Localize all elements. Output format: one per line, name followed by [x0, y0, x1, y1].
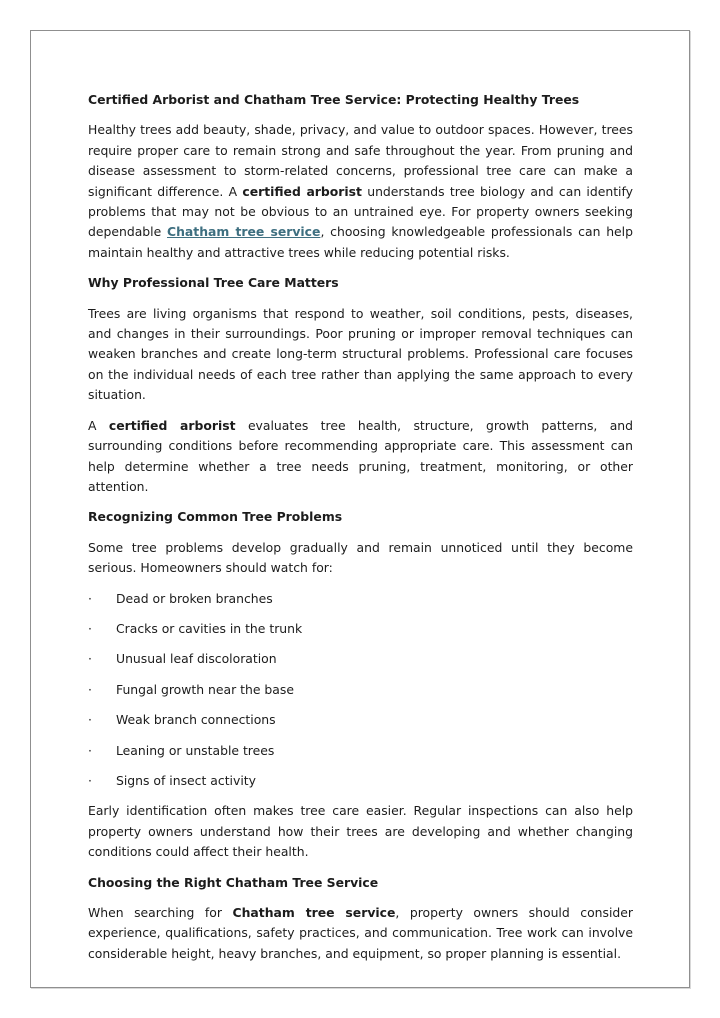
list-item	[88, 710, 633, 730]
intro-text-1: Healthy trees add beauty, shade, privacy, and value to outdoor spaces. However, trees require proper care to remain strong and safe throughout the year. From pruning and disease assessment to storm-related concerns, professional tree care can make a significant difference. A	[88, 122, 633, 199]
bullet-mark: ·	[88, 772, 92, 788]
list-item	[88, 741, 633, 761]
document-title: Certified Arborist and Chatham Tree Service: Protecting Healthy Trees	[88, 92, 580, 107]
list-item	[88, 619, 633, 639]
why-bold-term: certified arborist	[108, 417, 236, 433]
list-item	[88, 649, 633, 669]
document-page	[30, 30, 690, 988]
document-content	[88, 88, 633, 964]
section-heading-problems: Recognizing Common Tree Problems	[88, 509, 343, 525]
list-item-text: Fungal growth near the base	[116, 681, 294, 697]
list-item-text: Weak branch connections	[116, 712, 276, 728]
why-paragraph-1: Trees are living organisms that respond to weather, soil conditions, pests, diseases, and changes in their surroundings. Poor pruning or improper removal techniques can weaken branches and create long-term structural problems. Professional care focuses on the individual needs of each tree rather than applying the same approach to every situation.	[88, 305, 633, 403]
choosing-text-b: , property owners should consider experience, qualifications, safety practices, and communication. Tree work can involve considerable height, heavy branches, and equipment, so proper planning is essential.	[88, 905, 633, 961]
bullet-mark: ·	[88, 620, 92, 636]
bullet-mark: ·	[88, 590, 92, 606]
bullet-mark: ·	[88, 712, 92, 728]
section-heading-choosing: Choosing the Right Chatham Tree Service	[88, 874, 379, 890]
problems-paragraph-1: Some tree problems develop gradually and remain unnoticed until they become serious. Homeowners should watch for:	[88, 539, 633, 576]
intro-text-3: , choosing knowledgeable professionals can help maintain healthy and attractive trees while reducing potential risks.	[88, 224, 633, 260]
choosing-text-a: When searching for	[88, 905, 222, 920]
intro-paragraph	[88, 120, 633, 263]
why-paragraph-2	[88, 416, 633, 498]
list-item	[88, 589, 633, 609]
chatham-tree-service-link[interactable]: Chatham tree service	[167, 224, 321, 240]
list-item-text: Cracks or cavities in the trunk	[116, 620, 303, 636]
choosing-paragraph	[88, 903, 633, 964]
choosing-bold-term: Chatham tree service	[232, 905, 396, 920]
list-item-text: Dead or broken branches	[116, 590, 273, 606]
list-item-text: Leaning or unstable trees	[116, 742, 275, 758]
problems-paragraph-2: Early identification often makes tree care easier. Regular inspections can also help property owners understand how their trees are developing and whether changing conditions could affect their health.	[88, 803, 633, 860]
intro-bold-term: certified arborist	[242, 183, 362, 199]
section-heading-why: Why Professional Tree Care Matters	[88, 275, 339, 291]
bullet-mark: ·	[88, 681, 92, 697]
list-item	[88, 680, 633, 700]
bullet-mark: ·	[88, 742, 92, 758]
why-text-b: evaluates tree health, structure, growth patterns, and surrounding conditions before recommending appropriate care. This assessment can help determine whether a tree needs pruning, treatment, monitoring, or other attention.	[88, 417, 634, 494]
intro-text-2: understands tree biology and can identify problems that may not be obvious to an untrained eye. For property owners seeking dependable	[88, 183, 633, 240]
list-item-text: Unusual leaf discoloration	[116, 651, 277, 667]
list-item	[88, 771, 633, 791]
bullet-mark: ·	[88, 651, 92, 667]
list-item-text: Signs of insect activity	[116, 772, 256, 788]
why-text-a: A	[88, 417, 97, 433]
problems-list	[88, 589, 633, 792]
